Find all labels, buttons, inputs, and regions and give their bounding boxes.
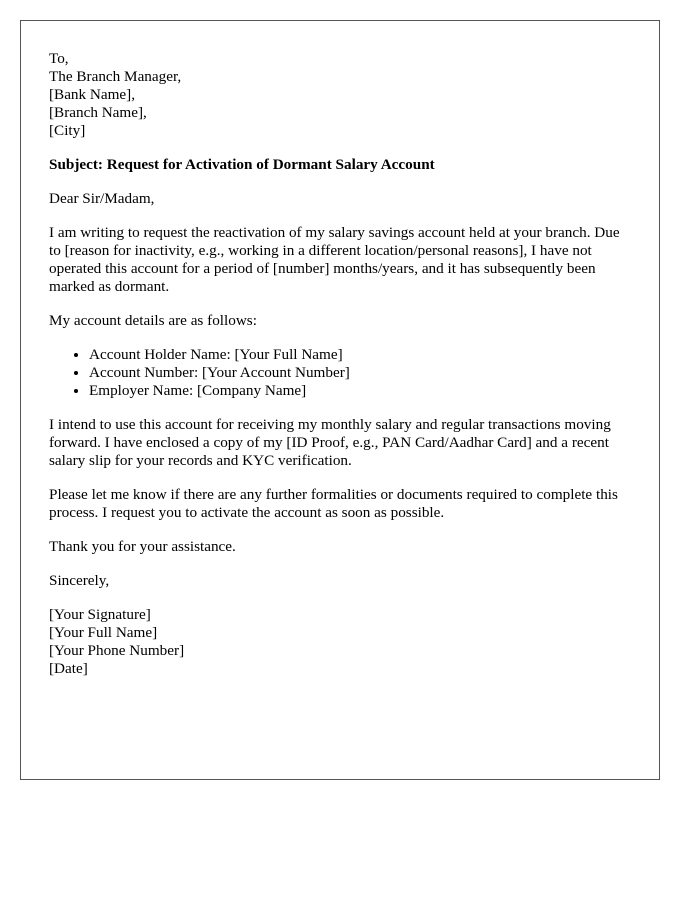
signature-line: [Your Phone Number]: [49, 642, 185, 659]
recipient-line: [City]: [49, 122, 86, 139]
signature-line: [Date]: [49, 660, 88, 677]
letter-page: [20, 20, 660, 780]
recipient-address: [49, 50, 631, 140]
body-paragraph-details-intro: My account details are as follows:: [49, 312, 257, 329]
salutation: Dear Sir/Madam,: [49, 190, 155, 207]
recipient-line: To,: [49, 50, 69, 67]
signature-block: [49, 606, 631, 678]
body-paragraph-intro: I am writing to request the reactivation of my salary savings account held at your branch. Due to [reason for inactivity, e.g., working in a different location/personal reasons], I have not operated this account for a period of [number] months/years, and it has subsequently been marked as dormant.: [49, 224, 620, 295]
closing: Sincerely,: [49, 572, 110, 589]
recipient-line: [Bank Name],: [49, 86, 136, 103]
list-item: • Account Holder Name: [Your Full Name]: [89, 346, 631, 364]
recipient-line: [Branch Name],: [49, 104, 147, 121]
account-details-list: [49, 346, 631, 400]
body-paragraph-request: Please let me know if there are any further formalities or documents required to complete this process. I request you to activate the account as soon as possible.: [49, 486, 618, 521]
signature-line: [Your Full Name]: [49, 624, 158, 641]
body-paragraph-thanks: Thank you for your assistance.: [49, 538, 236, 555]
recipient-line: The Branch Manager,: [49, 68, 182, 85]
letter-subject: Subject: Request for Activation of Dormant Salary Account: [49, 156, 435, 173]
list-item: • Employer Name: [Company Name]: [89, 382, 631, 400]
signature-line: [Your Signature]: [49, 606, 151, 623]
list-item: • Account Number: [Your Account Number]: [89, 364, 631, 382]
body-paragraph-intent: I intend to use this account for receiving my monthly salary and regular transactions moving forward. I have enclosed a copy of my [ID Proof, e.g., PAN Card/Aadhar Card] and a recent salary slip for your records and KYC verification.: [49, 416, 611, 469]
